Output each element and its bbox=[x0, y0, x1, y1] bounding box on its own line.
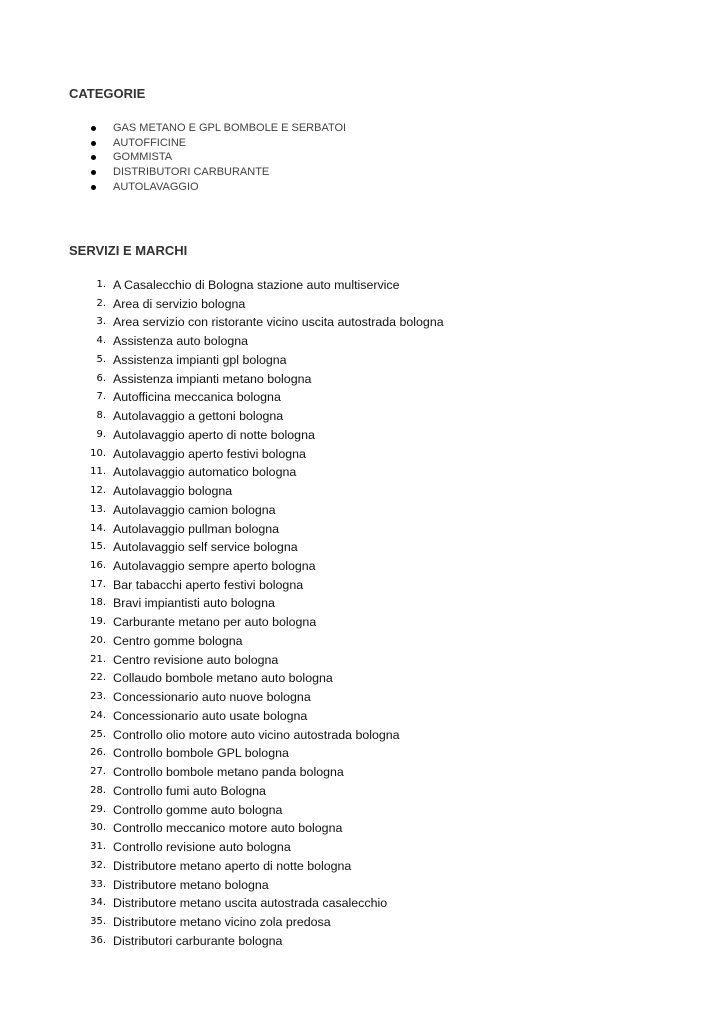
servizi-item-label: Carburante metano per auto bologna bbox=[113, 615, 317, 630]
servizi-item-label: Autolavaggio a gettoni bologna bbox=[113, 409, 284, 424]
servizi-item-number: 21. bbox=[90, 653, 106, 665]
servizi-item-label: Autolavaggio sempre aperto bologna bbox=[113, 559, 316, 574]
servizi-item-number: 12. bbox=[90, 485, 106, 497]
servizi-item-number: 35. bbox=[90, 915, 106, 927]
servizi-item-number: 23. bbox=[90, 691, 106, 703]
servizi-item-number: 25. bbox=[90, 728, 106, 740]
servizi-item-number: 2. bbox=[96, 297, 106, 309]
servizi-item-number: 5. bbox=[96, 353, 106, 365]
servizi-item-label: Distributore metano aperto di notte bologna bbox=[113, 858, 352, 873]
categorie-heading: CATEGORIE bbox=[69, 86, 146, 101]
servizi-item-number: 11. bbox=[90, 466, 106, 478]
servizi-item-number: 1. bbox=[96, 279, 106, 290]
categorie-item bbox=[89, 150, 346, 165]
servizi-item-label: Collaudo bombole metano auto bologna bbox=[113, 671, 333, 686]
servizi-item-label: Autolavaggio pullman bologna bbox=[113, 521, 280, 536]
servizi-item-number: 7. bbox=[96, 391, 106, 403]
servizi-item-label: Centro gomme bologna bbox=[113, 633, 243, 648]
servizi-item-label: Controllo bombole metano panda bologna bbox=[113, 765, 344, 780]
servizi-item-label: Controllo gomme auto bologna bbox=[113, 802, 283, 817]
servizi-item-label: Distributore metano bologna bbox=[113, 877, 269, 892]
servizi-item-label: Centro revisione auto bologna bbox=[113, 652, 279, 667]
categorie-list bbox=[89, 121, 346, 194]
servizi-item-label: Controllo bombole GPL bologna bbox=[113, 746, 289, 761]
categorie-item bbox=[89, 136, 346, 151]
servizi-item-number: 13. bbox=[90, 503, 106, 515]
servizi-item-label: Autolavaggio bologna bbox=[113, 484, 233, 499]
servizi-item-label: Distributore metano vicino zola predosa bbox=[113, 914, 331, 929]
servizi-item-label: Controllo revisione auto bologna bbox=[113, 840, 291, 855]
servizi-item-label: Autolavaggio self service bologna bbox=[113, 540, 298, 555]
servizi-item-number: 32. bbox=[90, 859, 106, 871]
servizi-item-label: Area di servizio bologna bbox=[113, 296, 246, 311]
servizi-item-number: 10. bbox=[90, 447, 106, 459]
servizi-item-label: Autolavaggio camion bologna bbox=[113, 502, 276, 517]
bullet-icon bbox=[91, 141, 96, 146]
categorie-item-label: GAS METANO E GPL BOMBOLE E SERBATOI bbox=[113, 122, 347, 134]
servizi-item-label: Controllo meccanico motore auto bologna bbox=[113, 821, 343, 836]
servizi-item-number: 27. bbox=[90, 766, 106, 778]
servizi-item-label: Autolavaggio aperto di notte bologna bbox=[113, 427, 315, 442]
categorie-item-label: AUTOLAVAGGIO bbox=[113, 180, 199, 193]
bullet-icon bbox=[91, 126, 96, 131]
servizi-item-label: Assistenza auto bologna bbox=[113, 334, 249, 349]
servizi-item-label: Autofficina meccanica bologna bbox=[113, 390, 281, 405]
servizi-item-number: 14. bbox=[90, 522, 106, 534]
servizi-item-number: 31. bbox=[90, 841, 106, 853]
servizi-item-number: 4. bbox=[96, 335, 106, 347]
servizi-item-number: 6. bbox=[96, 372, 106, 384]
servizi-heading: SERVIZI E MARCHI bbox=[69, 243, 188, 258]
servizi-item-number: 19. bbox=[90, 616, 106, 628]
bullet-icon bbox=[91, 170, 96, 175]
servizi-item-number: 17. bbox=[90, 578, 106, 590]
servizi-item-number: 3. bbox=[96, 316, 106, 328]
servizi-item-label: Autolavaggio aperto festivi bologna bbox=[113, 446, 306, 461]
servizi-item-label: Bar tabacchi aperto festivi bologna bbox=[113, 577, 304, 592]
categorie-item bbox=[89, 165, 346, 180]
servizi-item-number: 20. bbox=[90, 634, 106, 646]
servizi-item-label: A Casalecchio di Bologna stazione auto multiservice bbox=[113, 278, 400, 292]
categorie-item bbox=[89, 121, 346, 136]
servizi-item-number: 18. bbox=[90, 597, 106, 609]
servizi-item-number: 8. bbox=[96, 410, 106, 422]
servizi-item-label: Assistenza impianti gpl bologna bbox=[113, 352, 287, 367]
servizi-item-label: Concessionario auto usate bologna bbox=[113, 708, 308, 723]
servizi-item-number: 24. bbox=[90, 709, 106, 721]
servizi-item-number: 30. bbox=[90, 822, 106, 834]
servizi-item-label: Area servizio con ristorante vicino uscita autostrada bologna bbox=[113, 315, 444, 330]
servizi-item-number: 34. bbox=[90, 897, 106, 909]
servizi-item-number: 29. bbox=[90, 803, 106, 815]
servizi-item-number: 36. bbox=[90, 934, 106, 946]
servizi-item-number: 22. bbox=[90, 672, 106, 684]
servizi-item-number: 26. bbox=[90, 747, 106, 759]
categorie-item-label: AUTOFFICINE bbox=[113, 136, 187, 149]
servizi-item-label: Concessionario auto nuove bologna bbox=[113, 690, 311, 705]
categorie-item-label: GOMMISTA bbox=[113, 151, 173, 164]
bullet-icon bbox=[91, 185, 96, 190]
servizi-item-number: 28. bbox=[90, 784, 106, 796]
servizi-item-label: Distributore metano uscita autostrada casalecchio bbox=[113, 896, 388, 911]
servizi-item-number: 16. bbox=[90, 560, 106, 572]
servizi-item-label: Autolavaggio automatico bologna bbox=[113, 465, 297, 480]
servizi-item-number: 9. bbox=[96, 428, 106, 440]
servizi-item-number: 33. bbox=[90, 878, 106, 890]
servizi-item-label: Bravi impiantisti auto bologna bbox=[113, 596, 275, 611]
servizi-item-label: Assistenza impianti metano bologna bbox=[113, 371, 312, 386]
categorie-item bbox=[89, 180, 346, 195]
categorie-item-label: DISTRIBUTORI CARBURANTE bbox=[113, 166, 270, 179]
servizi-item-label: Controllo olio motore auto vicino autostrada bologna bbox=[113, 727, 400, 742]
bullet-icon bbox=[91, 155, 96, 160]
servizi-item-label: Controllo fumi auto Bologna bbox=[113, 783, 266, 798]
servizi-item-label: Distributori carburante bologna bbox=[113, 933, 283, 948]
servizi-item-number: 15. bbox=[90, 541, 106, 553]
